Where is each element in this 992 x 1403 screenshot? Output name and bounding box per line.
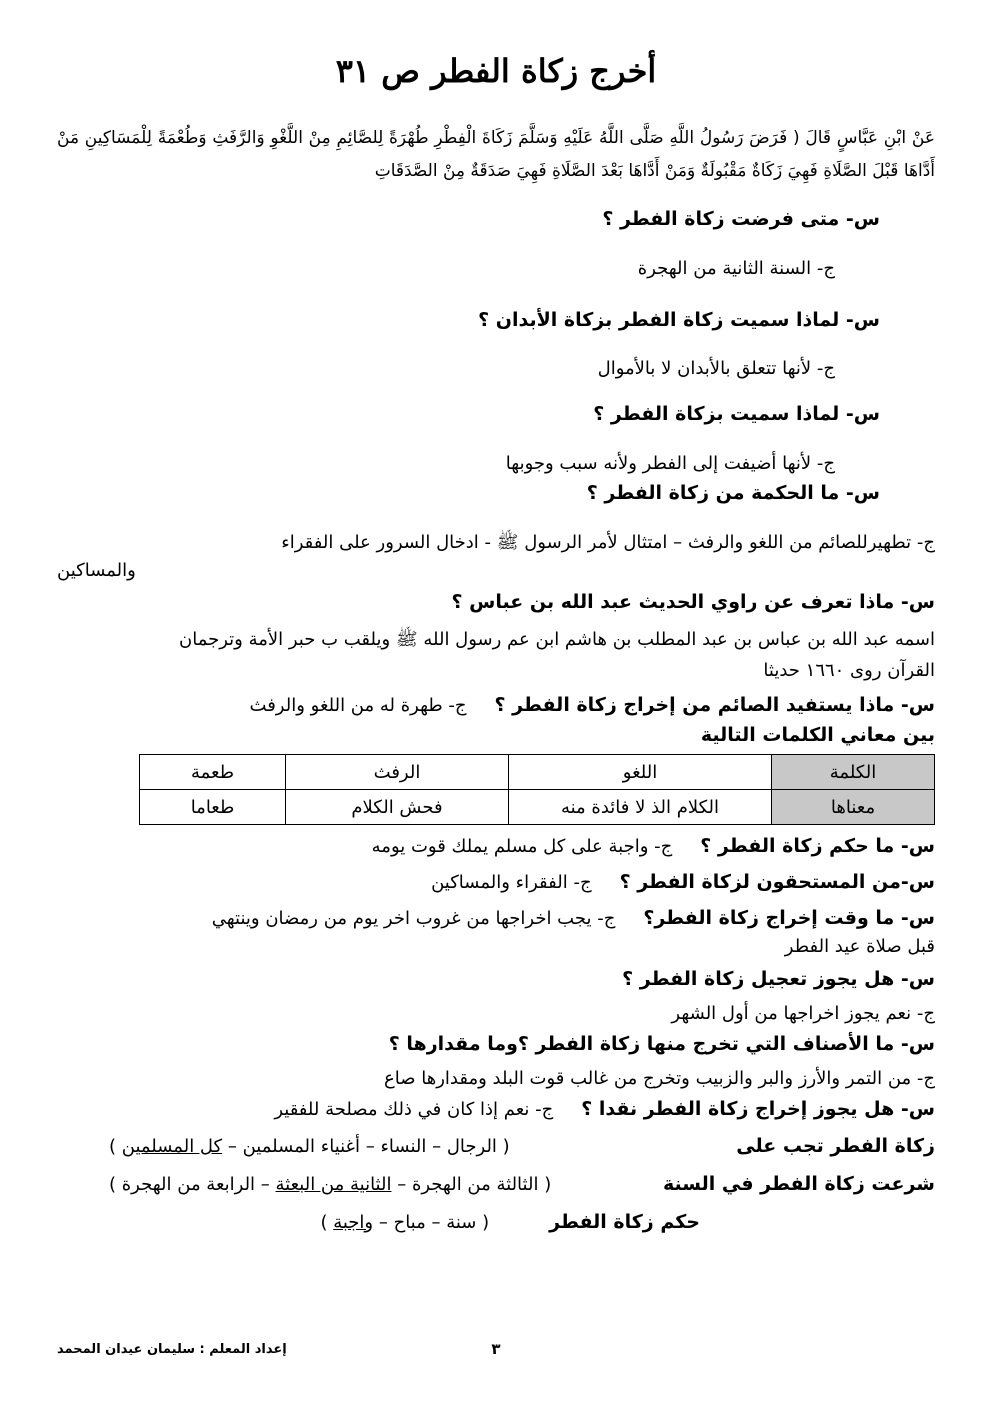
answer-why-named-abdan: ج- لأنها تتعلق بالأبدان لا بالأموال [597,358,835,379]
mcq-option: سنة [446,1212,477,1233]
answer-narrator: اسمه عبد الله بن عباس بن عبد المطلب بن هاشم ابن عم رسول الله ﷺ ويلقب ب حبر الأمة وترجمان [178,629,935,650]
answer-wisdom: ج- تطهيرللصائم من اللغو والرفث – امتثال لأمر الرسول ﷺ - ادخال السرور على الفقراء [281,532,935,553]
question-cash: س- هل يجوز إخراج زكاة الفطر نقدا ؟ [581,1098,935,1120]
vocab-heading: بين معاني الكلمات التالية [700,724,935,746]
question-time: س- ما وقت إخراج زكاة الفطر؟ [643,907,935,929]
question-narrator: س- ماذا تعرف عن راوي الحديث عبد الله بن عباس ؟ [451,591,935,613]
vocab-meaning-row [140,790,935,825]
question-when-obligated: س- متى فرضت زكاة الفطر ؟ [602,208,880,230]
mcq-option: النساء [380,1136,427,1157]
question-wisdom: س- ما الحكمة من زكاة الفطر ؟ [586,482,880,504]
mcq-row-year-legislated [57,1170,935,1199]
answer-why-named-fitr: ج- لأنها أضيفت إلى الفطر ولأنه سبب وجوبها [505,453,835,474]
answer-narrator-line2: القرآن روى ١٦٦٠ حديثا [763,660,935,681]
mcq-option: الرابعة من الهجرة [121,1174,256,1195]
question-ruling: س- ما حكم زكاة الفطر ؟ [700,835,935,857]
mcq-option: كل المسلمين [121,1136,223,1157]
mcq-option: الرجال [446,1136,497,1157]
answer-ruling: ج- واجبة على كل مسلم يملك قوت يومه [371,836,673,857]
page-title: أخرج زكاة الفطر ص ٣١ [335,52,657,90]
qa-row-recipients [57,869,935,896]
vocab-word-rafath: الرفث [286,755,509,790]
answer-recipients: ج- الفقراء والمساكين [431,872,592,893]
answer-time: ج- يجب اخراجها من غروب اخر يوم من رمضان وينتهي [211,908,616,929]
mcq-option: واجبة [333,1212,374,1233]
answer-when-obligated: ج- السنة الثانية من الهجرة [637,258,835,279]
vocab-meaning-tumah: طعاما [140,790,286,825]
vocab-word-laghw: اللغو [509,755,772,790]
hadith-text: عَنْ ابْنِ عَبَّاسٍ قَالَ ( فَرَضَ رَسُولُ اللَّهِ صَلَّى اللَّهُ عَلَيْهِ وَسَلَّمَ زَكَاةَ الْفِطْرِ طُهْرَةً لِلصَّائِمِ مِنْ اللَّغْوِ وَالرَّفَثِ وَطُعْمَةً لِلْمَسَاكِينِ مَنْ أَدَّاهَا قَبْلَ الصَّلَاةِ فَهِيَ زَكَاةٌ مَقْبُولَةٌ وَمَنْ أَدَّاهَا بَعْدَ الصَّلَاةِ فَهِيَ صَدَقَةٌ مِنْ الصَّدَقَاتِ [57,128,935,181]
answer-types-amount: ج- من التمر والأرز والبر والزبيب وتخرج من غالب قوت البلد ومقدارها صاع [384,1068,935,1089]
question-why-named-fitr: س- لماذا سميت بزكاة الفطر ؟ [593,403,880,425]
vocab-word-tumah: طعمة [140,755,286,790]
mcq-option: الثانية من البعثة [275,1174,392,1195]
mcq-option: أغنياء المسلمين [242,1136,360,1157]
qa-row-ruling [57,833,935,860]
mcq-options-obligated-on: ( الرجال – النساء – أغنياء المسلمين – كل المسلمين ) [109,1136,510,1157]
vocab-word-row [140,755,935,790]
qa-row-benefit [57,692,935,719]
mcq-option: الثالثة من الهجرة [411,1174,539,1195]
vocab-key-word: الكلمة [772,755,935,790]
mcq-options-year-legislated: ( الثالثة من الهجرة – الثانية من البعثة – الرابعة من الهجرة ) [109,1174,552,1195]
question-recipients: س-من المستحقون لزكاة الفطر ؟ [619,871,935,893]
mcq-stem-year-legislated: شرعت زكاة الفطر في السنة [663,1173,935,1195]
mcq-stem-obligated-on: زكاة الفطر تجب على [736,1135,935,1157]
prepared-by-text: إعداد المعلم : سليمان عيدان المحمد [57,1342,287,1357]
answer-wisdom-line2: والمساكين [57,560,136,581]
answer-benefit: ج- طهرة له من اللغو والرفث [249,695,467,716]
mcq-row-obligated-on [57,1132,935,1161]
vocab-table [139,754,935,825]
vocab-key-meaning: معناها [772,790,935,825]
vocab-meaning-rafath: فحش الكلام [286,790,509,825]
question-types-amount: س- ما الأصناف التي تخرج منها زكاة الفطر ؟وما مقدارها ؟ [388,1033,935,1055]
mcq-options-ruling-choice: ( سنة – مباح – واجبة ) [320,1212,490,1233]
page-footer [0,1338,992,1368]
question-benefit: س- ماذا يستفيد الصائم من إخراج زكاة الفطر ؟ [494,694,935,716]
answer-cash: ج- نعم إذا كان في ذلك مصلحة للفقير [274,1099,554,1120]
qa-row-time [57,905,935,932]
mcq-option: مباح [393,1212,426,1233]
answer-early-payment: ج- نعم يجوز اخراجها من أول الشهر [671,1003,935,1024]
question-why-named-abdan: س- لماذا سميت زكاة الفطر بزكاة الأبدان ؟ [478,309,880,331]
vocab-meaning-laghw: الكلام الذ لا فائدة منه [509,790,772,825]
qa-row-cash [57,1096,935,1123]
answer-time-line2: قبل صلاة عيد الفطر [784,936,935,957]
mcq-row-ruling-choice [57,1208,935,1237]
mcq-stem-ruling-choice: حكم زكاة الفطر [549,1211,700,1233]
page-number: ٣ [491,1340,501,1358]
question-early-payment: س- هل يجوز تعجيل زكاة الفطر ؟ [622,968,935,990]
